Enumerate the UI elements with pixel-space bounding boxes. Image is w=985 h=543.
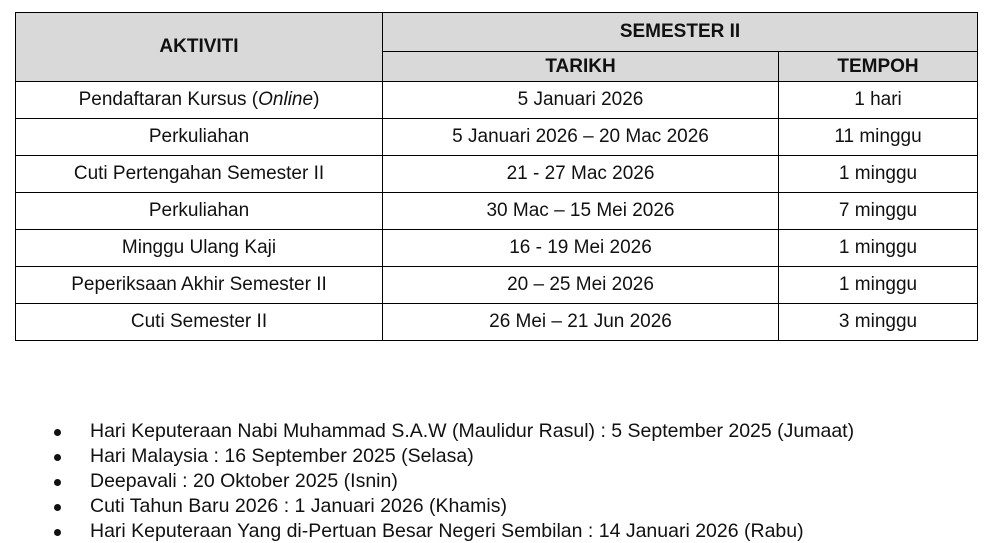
duration-cell: 3 minggu (779, 304, 978, 341)
activity-cell: Minggu Ulang Kaji (16, 230, 383, 267)
duration-cell: 11 minggu (779, 119, 978, 156)
duration-cell: 1 minggu (779, 230, 978, 267)
bullet-icon (54, 479, 61, 486)
date-cell: 20 – 25 Mei 2026 (383, 267, 779, 304)
list-item: Hari Keputeraan Nabi Muhammad S.A.W (Maulidur Rasul) : 5 September 2025 (Jumaat) (52, 419, 854, 444)
activity-cell: Perkuliahan (16, 119, 383, 156)
date-cell: 26 Mei – 21 Jun 2026 (383, 304, 779, 341)
duration-cell: 1 hari (779, 82, 978, 119)
date-cell: 21 - 27 Mac 2026 (383, 156, 779, 193)
bullet-icon (54, 454, 61, 461)
duration-cell: 1 minggu (779, 156, 978, 193)
holiday-list (52, 419, 854, 543)
date-cell: 5 Januari 2026 (383, 82, 779, 119)
academic-calendar-table (15, 12, 978, 341)
activity-cell: Perkuliahan (16, 193, 383, 230)
activity-cell: Peperiksaan Akhir Semester II (16, 267, 383, 304)
table-row (16, 267, 978, 304)
date-cell: 16 - 19 Mei 2026 (383, 230, 779, 267)
date-cell: 5 Januari 2026 – 20 Mac 2026 (383, 119, 779, 156)
activity-cell: Cuti Semester II (16, 304, 383, 341)
bullet-icon (54, 504, 61, 511)
table-row (16, 193, 978, 230)
table-row (16, 304, 978, 341)
activity-cell: Cuti Pertengahan Semester II (16, 156, 383, 193)
bullet-icon (54, 529, 61, 536)
duration-cell: 1 minggu (779, 267, 978, 304)
bullet-icon (54, 429, 61, 436)
table-row (16, 156, 978, 193)
activity-cell: Pendaftaran Kursus (Online) (16, 82, 383, 119)
list-item: Cuti Tahun Baru 2026 : 1 Januari 2026 (Khamis) (52, 494, 854, 519)
table-row (16, 119, 978, 156)
duration-cell: 7 minggu (779, 193, 978, 230)
list-item: Hari Malaysia : 16 September 2025 (Selasa) (52, 444, 854, 469)
header-activity: AKTIVITI (16, 13, 383, 82)
list-item: Deepavali : 20 Oktober 2025 (Isnin) (52, 469, 854, 494)
date-cell: 30 Mac – 15 Mei 2026 (383, 193, 779, 230)
list-item: Hari Keputeraan Yang di-Pertuan Besar Negeri Sembilan : 14 Januari 2026 (Rabu) (52, 519, 854, 543)
header-semester: SEMESTER II (383, 13, 978, 52)
header-duration: TEMPOH (779, 52, 978, 82)
table-row (16, 82, 978, 119)
table-row (16, 230, 978, 267)
header-date: TARIKH (383, 52, 779, 82)
